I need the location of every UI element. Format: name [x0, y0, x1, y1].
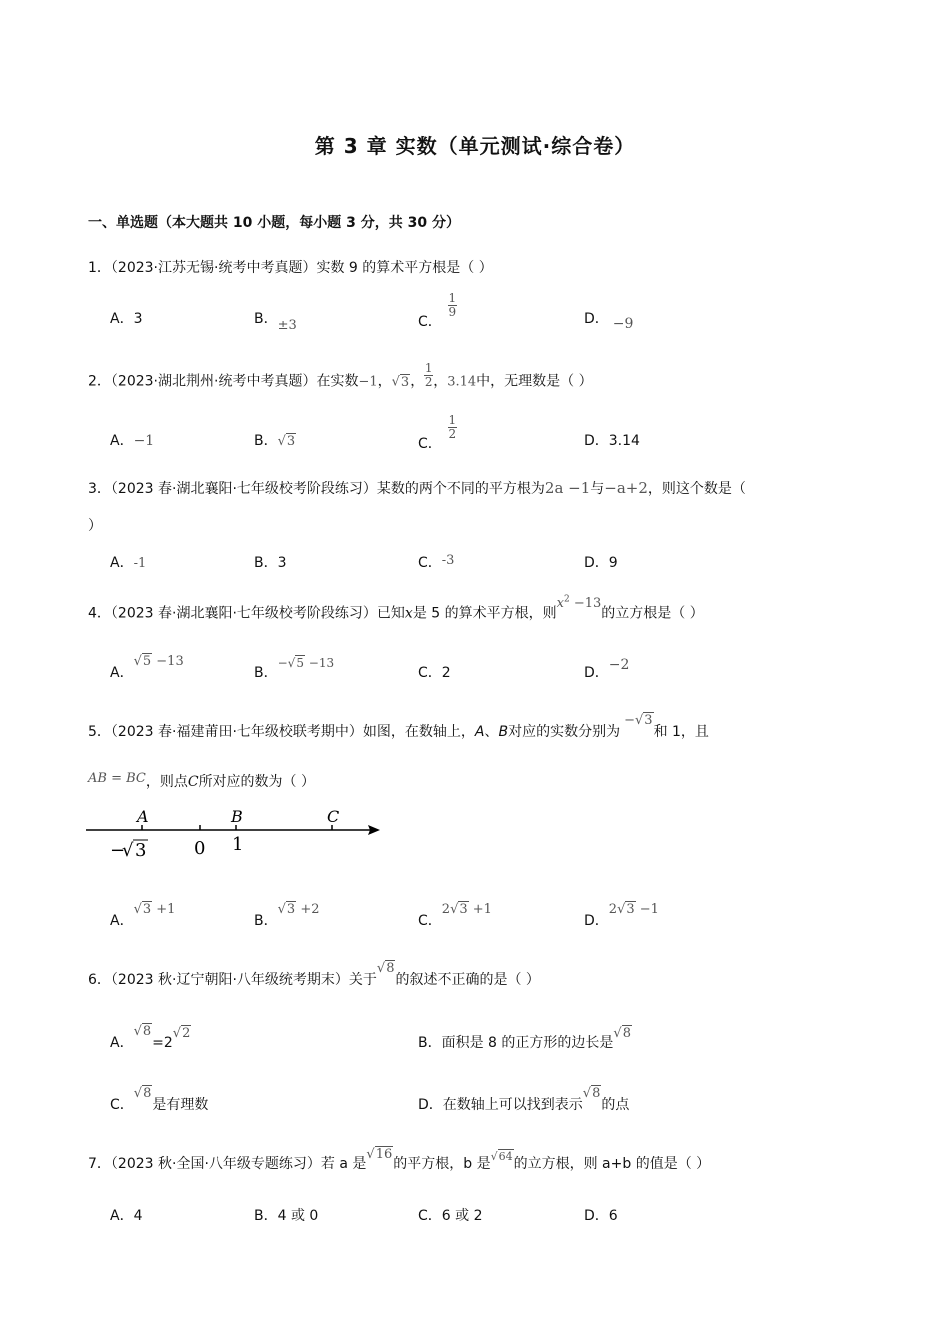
q7-option-d: D．6 — [584, 1208, 618, 1224]
q2-option-d: D．3.14 — [584, 433, 640, 449]
question-5-continued: AB = BC，则点C所对应的数为（ ） — [88, 771, 316, 790]
q2-option-a: A．−1 — [110, 433, 155, 449]
q4-option-c: C．2 — [418, 665, 451, 681]
q3-option-d: D．9 — [584, 555, 618, 571]
question-2: 2．（2023·湖北荆州·统考中考真题）在实数−1，√3， $\frac{1}{2}$ ，3.14中，无理数是（ ） — [88, 361, 593, 390]
q6-option-b: B．面积是 8 的正方形的边长是√8 — [418, 1026, 631, 1051]
section-heading: 一、单选题（本大题共 10 小题，每小题 3 分，共 30 分） — [88, 215, 460, 231]
q3-option-a: A．-1 — [110, 555, 147, 571]
question-4: 4．（2023 春·湖北襄阳·七年级校考阶段练习）已知x是 5 的算术平方根，则$x^2 -13$的立方根是（ ） — [88, 595, 704, 622]
q1-option-a: A．3 — [110, 311, 143, 327]
q1-option-b: B．±3 — [254, 311, 297, 333]
q7-option-c: C．6 或 2 — [418, 1208, 483, 1224]
q4-option-d: D．−2 — [584, 657, 630, 681]
question-7: 7．（2023 秋·全国·八年级专题练习）若 a 是√16的平方根，b 是$^{√64}$的立方根，则 a+b 的值是（ ） — [88, 1147, 711, 1172]
question-3: 3．（2023 春·湖北襄阳·七年级校考阶段练习）某数的两个不同的平方根为2a −1与−a+2，则这个数是（ — [88, 479, 746, 497]
q3-option-b: B．3 — [254, 555, 287, 571]
question-1 — [88, 258, 493, 278]
q2-option-c: C． $\frac{1}{2}$ — [418, 413, 457, 452]
q6-option-d: D．在数轴上可以找到表示√8的点 — [418, 1086, 630, 1113]
q2-option-b: B．√3 — [254, 433, 296, 449]
question-text: （2023·江苏无锡·统考中考真题）实数 9 的算术平方根是（ ） — [110, 260, 493, 276]
q5-option-b: B．√3 +2 — [254, 902, 320, 929]
question-6: 6．（2023 秋·辽宁朝阳·八年级统考期末）关于√8的叙述不正确的是（ ） — [88, 961, 540, 988]
q6-option-a: A．√8=2√2 — [110, 1024, 191, 1051]
q5-option-a: A．√3 +1 — [110, 902, 176, 929]
question-5: 5．（2023 春·福建莆田·七年级校联考期中）如图，在数轴上，A、B对应的实数分别为−√3和 1，且 — [88, 713, 709, 740]
q1-option-c: C． $\frac{1}{9}$ — [418, 291, 457, 330]
label-c: C — [327, 807, 340, 826]
sqrt-icon: √ — [122, 840, 134, 861]
question-number: 1． — [88, 260, 111, 276]
q7-option-a: A．4 — [110, 1208, 143, 1224]
q5-option-c: C．2√3 +1 — [418, 902, 492, 929]
question-3-continued: ） — [88, 518, 102, 534]
tick-label-1: 1 — [232, 834, 244, 855]
q6-option-c: C．√8是有理数 — [110, 1086, 209, 1113]
q4-option-a: A．√5 −13 — [110, 654, 184, 681]
label-a: A — [137, 807, 149, 826]
q4-option-b: B．−√5 −13 — [254, 656, 335, 681]
number-line-figure — [84, 802, 384, 864]
tick-label-0: 0 — [194, 838, 206, 859]
label-b: B — [231, 807, 243, 826]
page-title: 第 3 章 实数（单元测试·综合卷） — [314, 134, 636, 158]
tick-label-radicand: 3 — [135, 840, 147, 861]
q1-option-d: D． −9 — [584, 311, 634, 332]
q3-option-c: C．-3 — [418, 553, 455, 571]
tick-label-minus: − — [110, 840, 126, 861]
q5-option-d: D．2√3 −1 — [584, 902, 659, 929]
q7-option-b: B．4 或 0 — [254, 1208, 319, 1224]
